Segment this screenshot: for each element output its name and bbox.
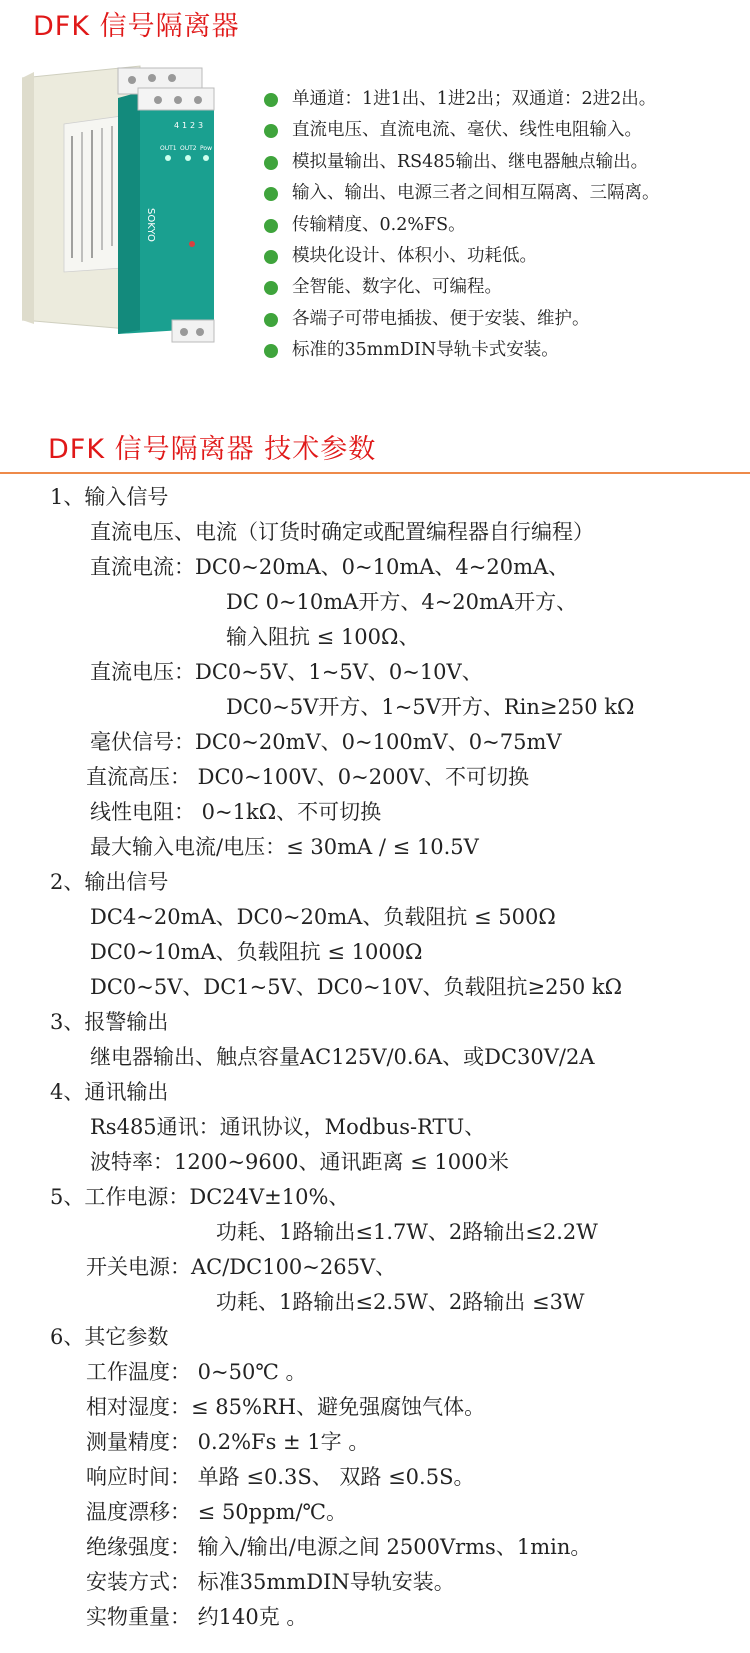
list-item: 输入、输出、电源三者之间相互隔离、三隔离。 (262, 178, 660, 209)
spec-line: DC0~10mA、负载阻抗 ≤ 1000Ω (90, 940, 423, 964)
list-item: 直流电压、直流电流、毫伏、线性电阻输入。 (262, 115, 660, 146)
spec-line: 绝缘强度： 输入/输出/电源之间 2500Vrms、1min。 (86, 1535, 592, 1559)
list-item: 标准的35mmDIN导轨卡式安装。 (262, 335, 660, 366)
svg-text:3: 3 (198, 121, 204, 130)
spec-heading: 5、工作电源：DC24V±10%、 (50, 1185, 350, 1209)
bullet-icon (264, 124, 278, 138)
svg-text:Pow: Pow (200, 145, 212, 152)
svg-text:SOKYO: SOKYO (145, 208, 156, 242)
svg-text:1: 1 (182, 121, 188, 130)
bullet-icon (264, 93, 278, 107)
list-item: 模块化设计、体积小、功耗低。 (262, 241, 660, 272)
spec-line: DC4~20mA、DC0~20mA、负载阻抗 ≤ 500Ω (90, 905, 556, 929)
spec-line: 功耗、1路输出≤2.5W、2路输出 ≤3W (216, 1290, 585, 1314)
spec-heading: 1、输入信号 (50, 485, 169, 509)
section-divider (0, 472, 750, 474)
svg-text:4: 4 (174, 121, 180, 130)
spec-line: 温度漂移： ≤ 50ppm/℃。 (86, 1500, 348, 1524)
bullet-icon (264, 156, 278, 170)
page-title: DFK 信号隔离器 (33, 11, 240, 42)
spec-line: 测量精度： 0.2%Fs ± 1字 。 (86, 1430, 370, 1454)
spec-line: 实物重量： 约140克 。 (86, 1605, 308, 1629)
bullet-icon (264, 250, 278, 264)
list-item: 全智能、数字化、可编程。 (262, 272, 660, 303)
spec-line: 输入阻抗 ≤ 100Ω、 (226, 625, 420, 649)
spec-line: 直流高压： DC0~100V、0~200V、不可切换 (86, 765, 529, 789)
spec-line: 安装方式： 标准35mmDIN导轨安装。 (86, 1570, 455, 1594)
svg-text:OUT2: OUT2 (180, 145, 197, 152)
bullet-icon (264, 313, 278, 327)
spec-line: 工作温度： 0~50℃ 。 (86, 1360, 307, 1384)
list-item: 传输精度、0.2%FS。 (262, 210, 660, 241)
spec-heading: 2、输出信号 (50, 870, 169, 894)
spec-heading: 6、其它参数 (50, 1325, 169, 1349)
svg-text:OUT1: OUT1 (160, 145, 177, 152)
spec-line: 毫伏信号：DC0~20mV、0~100mV、0~75mV (90, 730, 562, 754)
list-item: 各端子可带电插拔、便于安装、维护。 (262, 304, 660, 335)
spec-line: 直流电压：DC0~5V、1~5V、0~10V、 (90, 660, 483, 684)
bullet-icon (264, 344, 278, 358)
spec-line: 直流电流：DC0~20mA、0~10mA、4~20mA、 (90, 555, 570, 579)
spec-line: 功耗、1路输出≤1.7W、2路输出≤2.2W (216, 1220, 598, 1244)
spec-line: 最大输入电流/电压：≤ 30mA / ≤ 10.5V (90, 835, 479, 859)
bullet-icon (264, 187, 278, 201)
spec-line: 线性电阻： 0~1kΩ、不可切换 (90, 800, 382, 824)
spec-line: DC0~5V、DC1~5V、DC0~10V、负载阻抗≥250 kΩ (90, 975, 623, 999)
svg-text:2: 2 (190, 121, 196, 130)
feature-list (262, 84, 660, 367)
spec-heading: 4、通讯输出 (50, 1080, 169, 1104)
spec-line: 响应时间： 单路 ≤0.3S、 双路 ≤0.5S。 (86, 1465, 475, 1489)
spec-line: 继电器输出、触点容量AC125V/0.6A、或DC30V/2A (90, 1045, 595, 1069)
spec-heading: 3、报警输出 (50, 1010, 169, 1034)
spec-line: Rs485通讯：通讯协议，Modbus-RTU、 (90, 1115, 486, 1139)
spec-line: DC 0~10mA开方、4~20mA开方、 (226, 590, 578, 614)
list-item: 单通道：1进1出、1进2出；双通道：2进2出。 (262, 84, 660, 115)
list-item: 模拟量输出、RS485输出、继电器触点输出。 (262, 147, 660, 178)
bullet-icon (264, 219, 278, 233)
spec-line: 相对湿度：≤ 85%RH、避免强腐蚀气体。 (86, 1395, 486, 1419)
spec-line: DC0~5V开方、1~5V开方、Rin≥250 kΩ (226, 695, 635, 719)
spec-line: 开关电源：AC/DC100~265V、 (86, 1255, 397, 1279)
spec-line: 波特率：1200~9600、通讯距离 ≤ 1000米 (90, 1150, 509, 1174)
bullet-icon (264, 281, 278, 295)
spec-section-title: DFK 信号隔离器 技术参数 (48, 434, 377, 465)
product-image (22, 58, 237, 363)
spec-line: 直流电压、电流（订货时确定或配置编程器自行编程） (90, 520, 594, 544)
